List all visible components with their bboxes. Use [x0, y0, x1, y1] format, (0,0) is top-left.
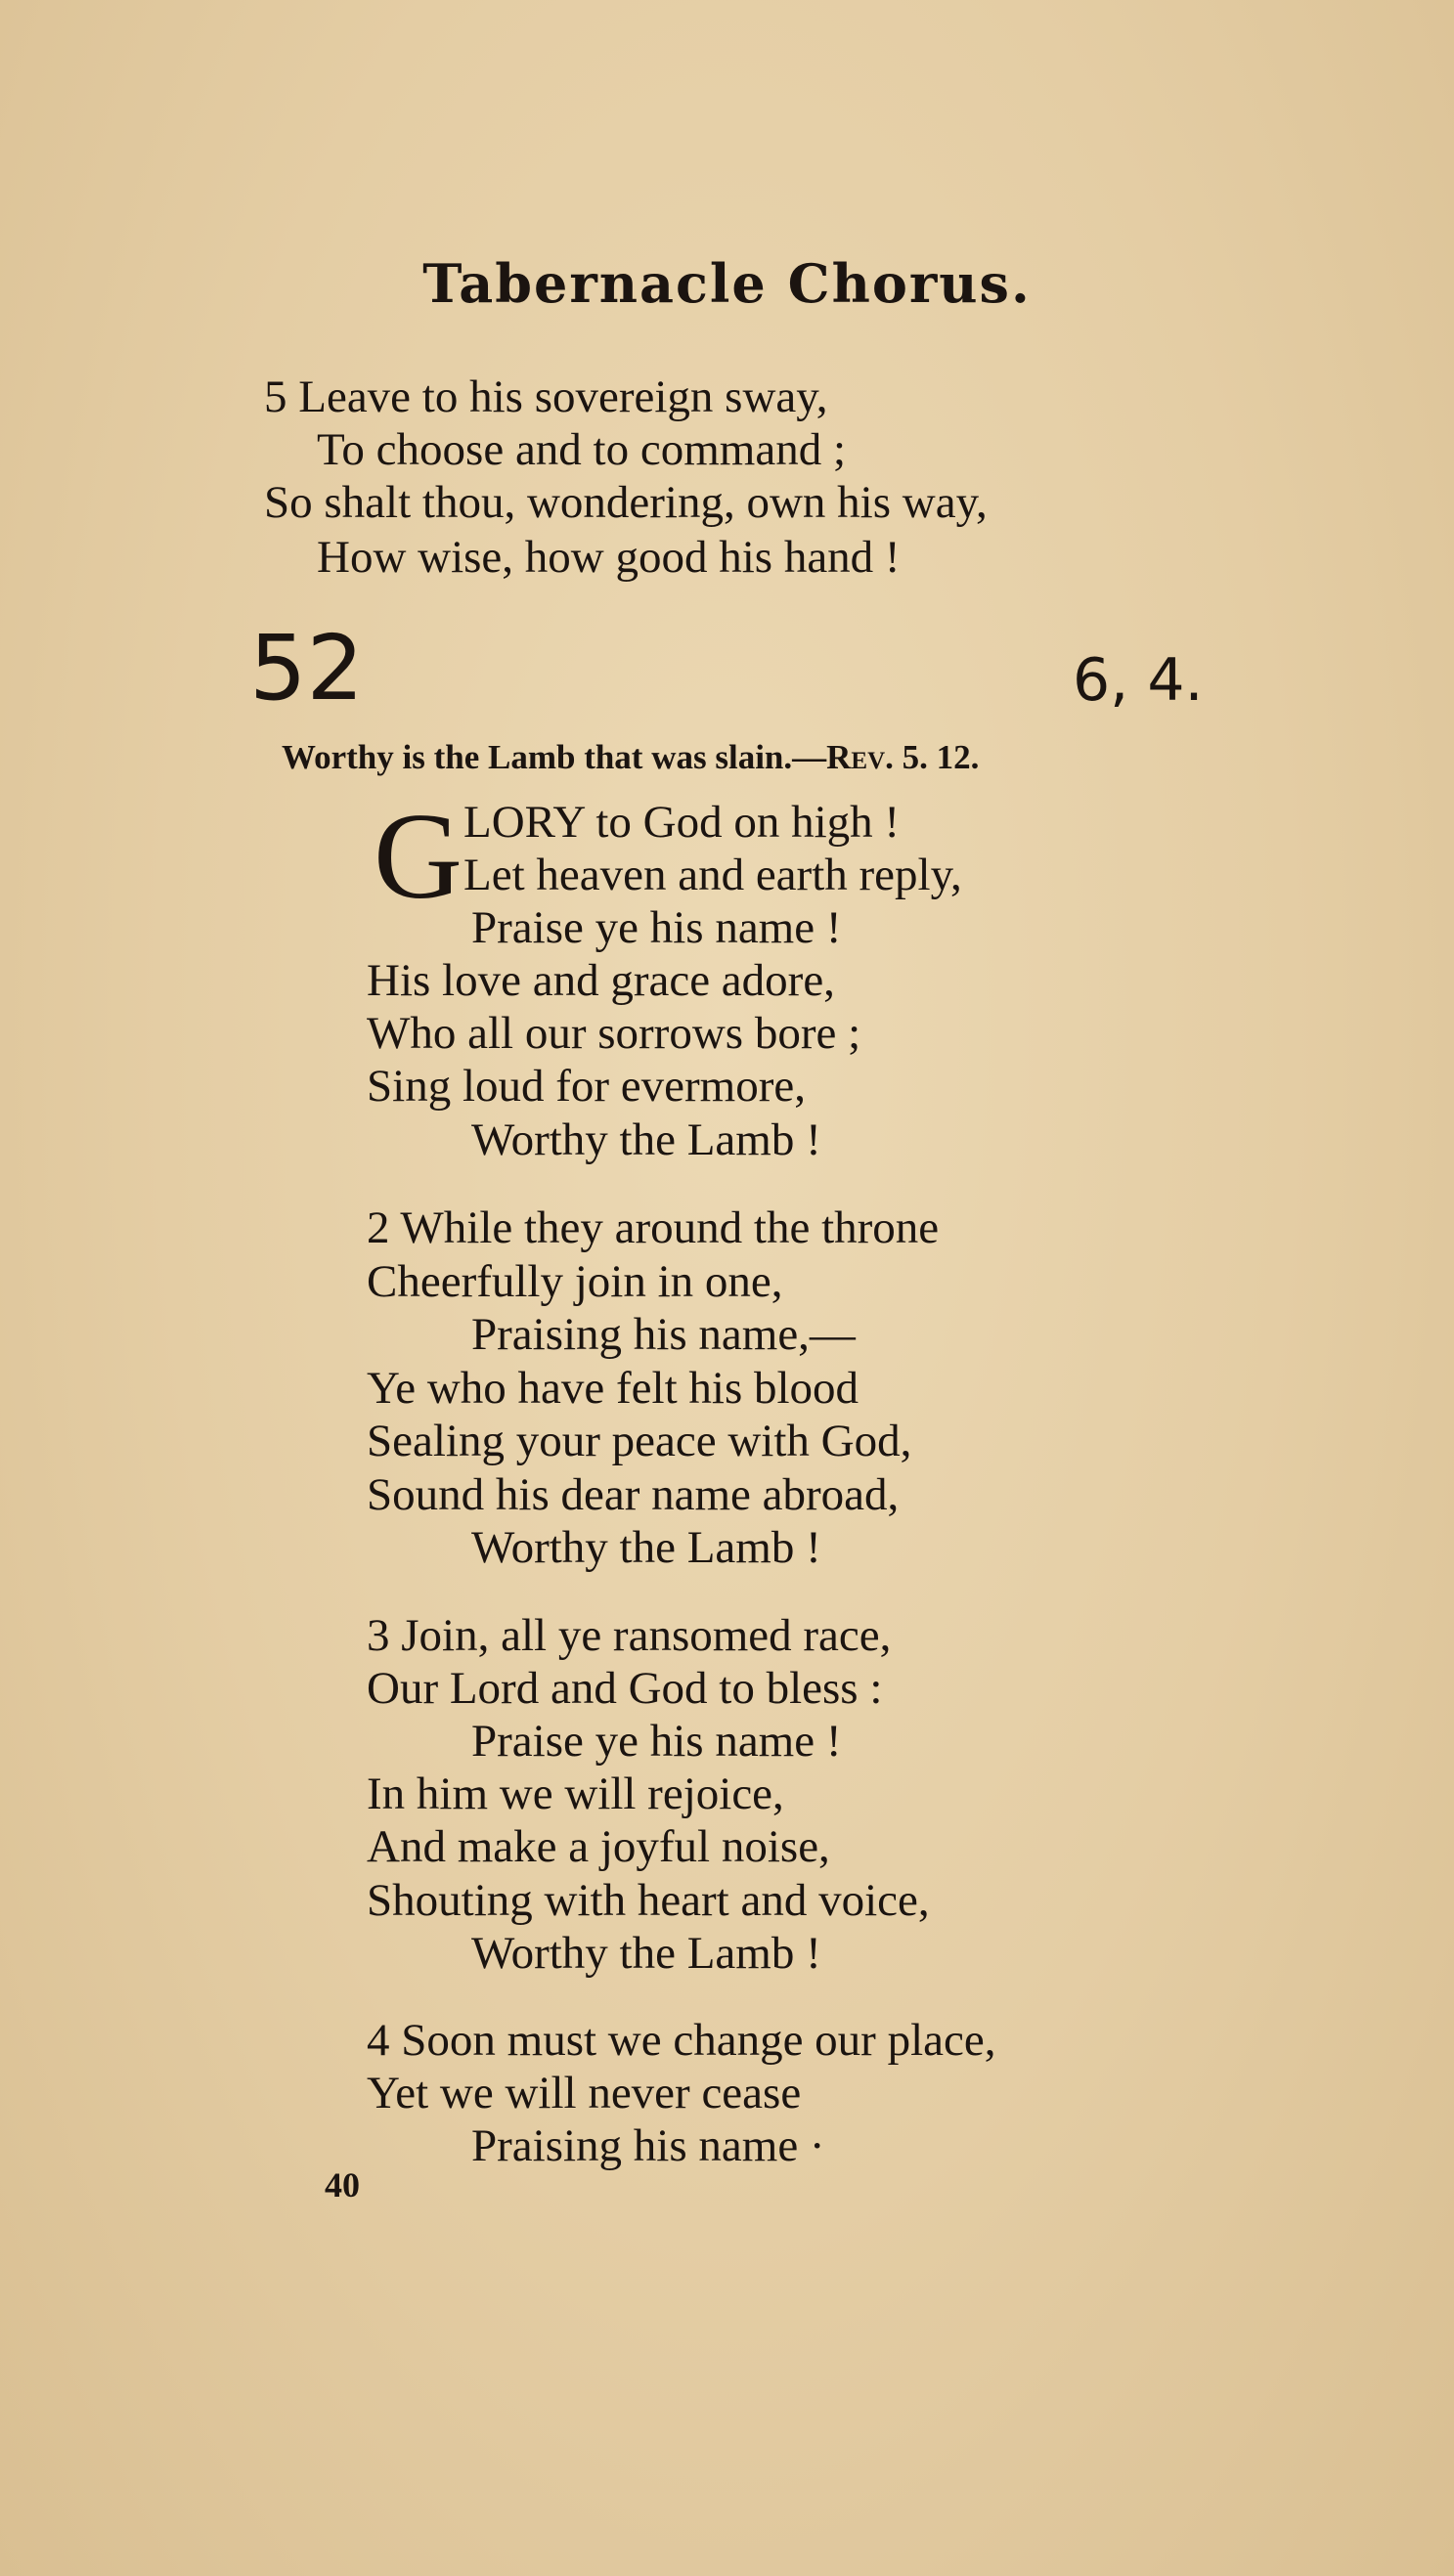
stanza-line: Who all our sorrows bore ; [367, 1008, 861, 1059]
stanza-line: Cheerfully join in one, [367, 1256, 783, 1307]
prev-stanza-line: How wise, how good his hand ! [317, 532, 901, 583]
stanza-line: And make a joyful noise, [367, 1821, 830, 1872]
scripture-epigraph [282, 740, 979, 774]
stanza-line: LORY to God on high ! [463, 797, 901, 848]
page-number: 40 [325, 2165, 360, 2205]
drop-cap: G [374, 789, 463, 925]
hymn-number: 52 [249, 616, 365, 720]
stanza-line: Worthy the Lamb ! [471, 1522, 821, 1573]
prev-stanza-line: So shalt thou, wondering, own his way, [264, 477, 988, 528]
stanza-line: Worthy the Lamb ! [471, 1114, 821, 1165]
stanza-line: Ye who have felt his blood [367, 1363, 859, 1414]
stanza-line: Praise ye his name ! [471, 1716, 842, 1767]
stanza-line: Sound his dear name abroad, [367, 1469, 900, 1520]
stanza-line: His love and grace adore, [367, 955, 835, 1006]
prev-stanza-line: To choose and to command ; [317, 424, 847, 475]
running-head: Tabernacle Chorus. [422, 252, 1032, 315]
hymn-meter: 6, 4. [1073, 646, 1204, 715]
stanza-line: Praising his name · [471, 2120, 825, 2171]
stanza-line: Praise ye his name ! [471, 902, 842, 953]
stanza-line: Our Lord and God to bless : [367, 1663, 883, 1714]
stanza-line: Shouting with heart and voice, [367, 1875, 930, 1926]
stanza-line: 2 While they around the throne [367, 1202, 940, 1253]
stanza-line: Let heaven and earth reply, [463, 850, 962, 900]
stanza-line: Sing loud for evermore, [367, 1061, 807, 1112]
prev-stanza-line: 5 Leave to his sovereign sway, [264, 371, 828, 422]
epigraph-text: Worthy is the Lamb that was slain.— [282, 738, 827, 776]
stanza-line: Sealing your peace with God, [367, 1416, 912, 1466]
stanza-line: 3 Join, all ye ransomed race, [367, 1610, 892, 1661]
stanza-line: In him we will rejoice, [367, 1768, 784, 1819]
stanza-line: 4 Soon must we change our place, [367, 2015, 996, 2066]
epigraph-reference: Rev. 5. 12. [826, 738, 980, 776]
stanza-line: Worthy the Lamb ! [471, 1928, 821, 1979]
stanza-line: Yet we will never cease [367, 2068, 802, 2118]
stanza-line: Praising his name,— [471, 1309, 856, 1360]
